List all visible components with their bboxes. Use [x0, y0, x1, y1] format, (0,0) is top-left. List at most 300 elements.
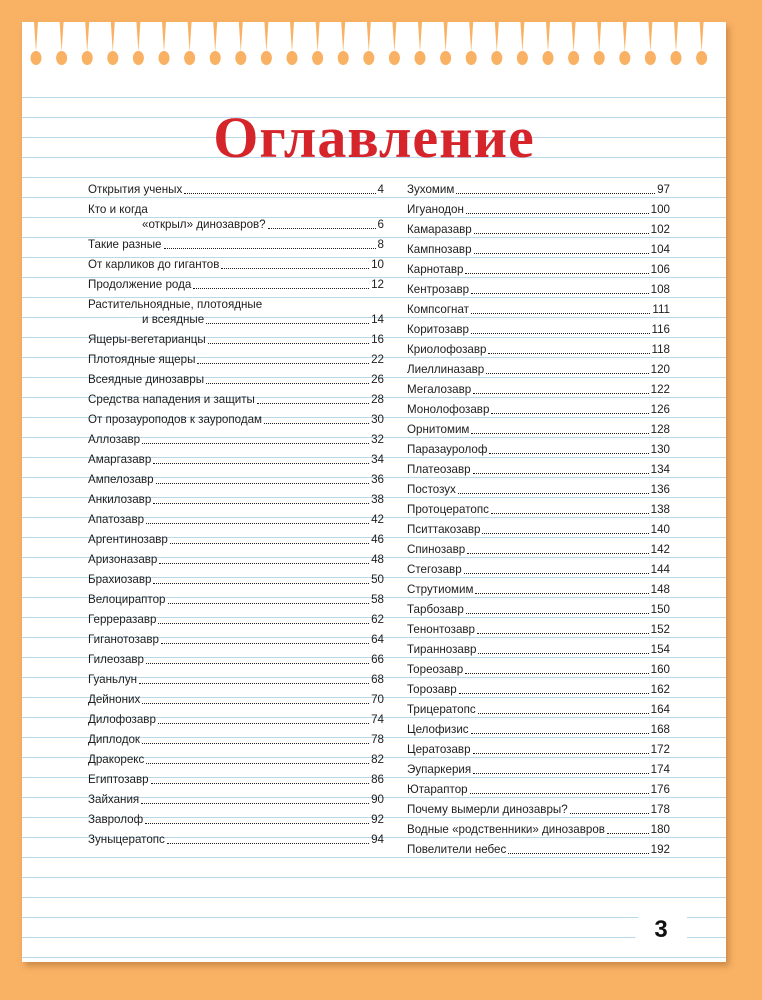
toc-entry-title: Целофизис — [407, 723, 469, 736]
toc-entry-title: Струтиомим — [407, 583, 474, 596]
toc-entry-title: Монолофозавр — [407, 403, 490, 416]
toc-entry-title: Зухомим — [407, 183, 455, 196]
paper-tear — [572, 22, 576, 52]
toc-entry-page: 128 — [650, 423, 670, 436]
toc-entry — [407, 762, 670, 777]
paper-tear — [316, 22, 320, 52]
toc-entry-title: Кто и когда — [88, 203, 148, 216]
toc-entry-page: 4 — [377, 183, 384, 196]
toc-entry-page: 168 — [650, 723, 670, 736]
binder-hole — [671, 51, 682, 65]
toc-entry-title: Протоцератопс — [407, 503, 489, 516]
toc-entry-page: 102 — [650, 223, 670, 236]
page-number: 3 — [635, 916, 687, 944]
binder-hole — [696, 51, 707, 65]
toc-entry-page: 46 — [371, 533, 384, 546]
toc-entry-title: Стегозавр — [407, 563, 462, 576]
toc-entry-page: 150 — [650, 603, 670, 616]
toc-entry-page: 8 — [377, 238, 384, 251]
paper-tear — [111, 22, 115, 52]
toc-dot-leader — [151, 783, 370, 784]
paper-tear — [469, 22, 473, 52]
toc-entry — [407, 642, 670, 657]
toc-dot-leader — [491, 413, 648, 414]
toc-entry-title: Дракорекс — [88, 753, 145, 766]
toc-entry — [407, 822, 670, 837]
paper-tear — [367, 22, 371, 52]
binder-hole — [517, 51, 528, 65]
toc-entry-page: 108 — [650, 283, 670, 296]
toc-entry-page: 48 — [371, 553, 384, 566]
binder-hole — [312, 51, 323, 65]
toc-dot-leader — [459, 693, 649, 694]
toc-entry-page: 6 — [377, 218, 384, 231]
paper-tear — [34, 22, 38, 52]
paper-tear — [700, 22, 704, 52]
toc-entry-page: 90 — [371, 793, 384, 806]
toc-entry-page: 178 — [650, 803, 670, 816]
toc-dot-leader — [145, 823, 369, 824]
toc-entry-title: Анкилозавр — [88, 493, 152, 506]
binder-holes — [22, 22, 726, 94]
toc-entry-title: Открытия ученых — [88, 183, 183, 196]
toc-dot-leader — [206, 323, 369, 324]
toc-dot-leader — [268, 228, 376, 229]
toc-entry-page: 126 — [650, 403, 670, 416]
toc-entry-page: 154 — [650, 643, 670, 656]
toc-entry-title: Эупаркерия — [407, 763, 472, 776]
toc-dot-leader — [473, 753, 649, 754]
toc-dot-leader — [473, 773, 648, 774]
paper-tear — [597, 22, 601, 52]
toc-entry — [88, 572, 384, 587]
toc-dot-leader — [156, 483, 369, 484]
binder-hole — [466, 51, 477, 65]
toc-entry — [407, 702, 670, 717]
paper-tear — [239, 22, 243, 52]
paper-tear — [623, 22, 627, 52]
toc-dot-leader — [465, 673, 648, 674]
toc-entry-page: 50 — [371, 573, 384, 586]
toc-dot-leader — [471, 293, 649, 294]
toc-entry — [88, 532, 384, 547]
binder-hole — [210, 51, 221, 65]
toc-dot-leader — [570, 813, 649, 814]
toc-entry-page: 160 — [650, 663, 670, 676]
toc-entry — [407, 282, 670, 297]
toc-entry-title: Кентрозавр — [407, 283, 470, 296]
toc-entry-title: От прозауроподов к зауроподам — [88, 413, 262, 426]
toc-dot-leader — [164, 248, 376, 249]
toc-dot-leader — [142, 443, 369, 444]
toc-entry-title: Криолофозавр — [407, 343, 487, 356]
toc-entry-title: и всеядные — [142, 313, 205, 326]
toc-entry-page: 104 — [650, 243, 670, 256]
toc-entry-page: 174 — [650, 763, 670, 776]
toc-entry-page: 78 — [371, 733, 384, 746]
toc-entry — [88, 752, 384, 767]
toc-entry-title: Платеозавр — [407, 463, 471, 476]
toc-entry-page: 38 — [371, 493, 384, 506]
toc-dot-leader — [170, 543, 369, 544]
toc-entry — [407, 722, 670, 737]
toc-dot-leader — [489, 453, 648, 454]
toc-entry — [407, 182, 670, 197]
binder-hole — [31, 51, 42, 65]
toc-entry-title: Орнитомим — [407, 423, 470, 436]
toc-entry-title: Водные «родственники» динозавров — [407, 823, 605, 836]
toc-dot-leader — [158, 723, 369, 724]
paper-tear — [444, 22, 448, 52]
binder-hole — [645, 51, 656, 65]
binder-hole — [184, 51, 195, 65]
toc-dot-leader — [264, 423, 369, 424]
toc-dot-leader — [466, 213, 649, 214]
toc-entry-title: Зуныцератопс — [88, 833, 165, 846]
toc-entry-page: 32 — [371, 433, 384, 446]
toc-entry-page: 34 — [371, 453, 384, 466]
binder-hole — [261, 51, 272, 65]
toc-entry-page: 100 — [650, 203, 670, 216]
toc-entry — [88, 772, 384, 787]
notebook-paper — [22, 22, 726, 962]
toc-entry-page: 68 — [371, 673, 384, 686]
toc-entry — [88, 217, 384, 232]
binder-hole — [56, 51, 67, 65]
paper-tear — [213, 22, 217, 52]
toc-entry-title: Египтозавр — [88, 773, 149, 786]
toc-dot-leader — [508, 853, 648, 854]
toc-dot-leader — [607, 833, 649, 834]
toc-entry-title: Пситтакозавр — [407, 523, 481, 536]
paper-tear — [520, 22, 524, 52]
toc-entry-title: Карнотавр — [407, 263, 464, 276]
toc-entry — [407, 582, 670, 597]
toc-entry-page: 58 — [371, 593, 384, 606]
toc-entry — [88, 392, 384, 407]
binder-hole — [287, 51, 298, 65]
toc-entry-page: 162 — [650, 683, 670, 696]
paper-tear — [418, 22, 422, 52]
paper-torn-top — [22, 22, 726, 94]
toc-entry — [88, 182, 384, 197]
toc-entry — [88, 492, 384, 507]
toc-dot-leader — [456, 193, 655, 194]
paper-tear — [85, 22, 89, 52]
toc-entry — [407, 522, 670, 537]
toc-entry-title: Ящеры-вегетарианцы — [88, 333, 206, 346]
toc-dot-leader — [473, 393, 648, 394]
toc-dot-leader — [193, 288, 369, 289]
toc-entry-title: Почему вымерли динозавры? — [407, 803, 568, 816]
toc-dot-leader — [141, 803, 369, 804]
toc-dot-leader — [467, 553, 648, 554]
toc-entry-title: «открыл» динозавров? — [142, 218, 266, 231]
toc-entry — [407, 362, 670, 377]
toc-dot-leader — [139, 683, 369, 684]
binder-hole — [619, 51, 630, 65]
toc-entry-page: 26 — [371, 373, 384, 386]
toc-entry-page: 14 — [371, 313, 384, 326]
paper-tear — [162, 22, 166, 52]
toc-entry-title: Компсогнат — [407, 303, 469, 316]
paper-tear — [546, 22, 550, 52]
toc-dot-leader — [488, 353, 649, 354]
toc-dot-leader — [146, 523, 369, 524]
toc-left-column — [88, 182, 384, 852]
paper-tear — [674, 22, 678, 52]
toc-entry-title: Паразауролоф — [407, 443, 488, 456]
binder-hole — [594, 51, 605, 65]
toc-entry — [407, 622, 670, 637]
toc-dot-leader — [159, 563, 369, 564]
toc-entry — [88, 332, 384, 347]
toc-entry — [407, 602, 670, 617]
toc-entry — [88, 277, 384, 292]
binder-hole — [82, 51, 93, 65]
toc-entry-page: 118 — [651, 343, 670, 356]
paper-tear — [648, 22, 652, 52]
toc-dot-leader — [471, 313, 650, 314]
paper-tear — [290, 22, 294, 52]
toc-dot-leader — [146, 663, 369, 664]
toc-entry — [88, 372, 384, 387]
toc-entry-title: Трицератопс — [407, 703, 476, 716]
binder-hole — [568, 51, 579, 65]
binder-hole — [415, 51, 426, 65]
toc-dot-leader — [465, 273, 648, 274]
toc-entry-title: Растительноядные, плотоядные — [88, 298, 263, 311]
toc-dot-leader — [146, 763, 369, 764]
binder-hole — [491, 51, 502, 65]
toc-dot-leader — [475, 593, 648, 594]
toc-entry-page: 148 — [650, 583, 670, 596]
toc-entry-page: 10 — [371, 258, 384, 271]
toc-entry — [407, 482, 670, 497]
paper-tear — [495, 22, 499, 52]
toc-dot-leader — [478, 653, 648, 654]
toc-entry-title: Аргентинозавр — [88, 533, 168, 546]
toc-entry-title: Велоцираптор — [88, 593, 166, 606]
paper-tear — [60, 22, 64, 52]
toc-entry-page: 28 — [371, 393, 384, 406]
toc-entry-page: 172 — [650, 743, 670, 756]
toc-dot-leader — [458, 493, 649, 494]
toc-entry-title: Тарбозавр — [407, 603, 464, 616]
toc-entry-page: 164 — [650, 703, 670, 716]
toc-entry — [407, 322, 670, 337]
toc-dot-leader — [257, 403, 369, 404]
paper-tear — [136, 22, 140, 52]
toc-entry-page: 144 — [650, 563, 670, 576]
toc-entry-page: 30 — [371, 413, 384, 426]
toc-dot-leader — [470, 793, 649, 794]
toc-dot-leader — [474, 253, 649, 254]
toc-entry — [88, 452, 384, 467]
toc-entry-title: Герреразавр — [88, 613, 157, 626]
toc-entry-page: 122 — [650, 383, 670, 396]
toc-entry — [407, 782, 670, 797]
toc-entry — [88, 792, 384, 807]
toc-entry-page: 106 — [650, 263, 670, 276]
toc-dot-leader — [153, 583, 369, 584]
toc-entry-page: 180 — [650, 823, 670, 836]
toc-entry-title: Гуаньлун — [88, 673, 138, 686]
toc-entry-title: Камаразавр — [407, 223, 472, 236]
toc-dot-leader — [206, 383, 369, 384]
toc-entry-title: Повелители небес — [407, 843, 507, 856]
toc-dot-leader — [168, 603, 370, 604]
binder-hole — [440, 51, 451, 65]
toc-entry-page: 136 — [650, 483, 670, 496]
toc-entry-page: 142 — [650, 543, 670, 556]
toc-entry-title: Кампнозавр — [407, 243, 472, 256]
toc-entry — [88, 632, 384, 647]
toc-dot-leader — [474, 233, 649, 234]
toc-dot-leader — [478, 713, 649, 714]
toc-entry — [407, 302, 670, 317]
toc-entry-page: 16 — [371, 333, 384, 346]
toc-entry-page: 86 — [371, 773, 384, 786]
paper-tear — [341, 22, 345, 52]
binder-hole — [133, 51, 144, 65]
toc-entry-page: 12 — [371, 278, 384, 291]
toc-entry — [88, 672, 384, 687]
toc-entry — [407, 502, 670, 517]
toc-entry-page: 70 — [371, 693, 384, 706]
toc-entry — [88, 202, 384, 217]
paper-tear — [264, 22, 268, 52]
toc-entry-title: Мегалозавр — [407, 383, 472, 396]
toc-entry — [407, 222, 670, 237]
toc-entry-title: Ютараптор — [407, 783, 468, 796]
toc-entry-page: 116 — [651, 323, 670, 336]
toc-entry-page: 120 — [650, 363, 670, 376]
toc-entry-title: Торозавр — [407, 683, 457, 696]
toc-dot-leader — [153, 463, 369, 464]
toc-entry — [407, 542, 670, 557]
toc-right-column — [407, 182, 670, 862]
toc-entry — [407, 682, 670, 697]
toc-entry-page: 74 — [371, 713, 384, 726]
toc-entry-page: 64 — [371, 633, 384, 646]
toc-entry-title: Тенонтозавр — [407, 623, 475, 636]
toc-entry-page: 66 — [371, 653, 384, 666]
toc-dot-leader — [153, 503, 369, 504]
toc-entry — [88, 512, 384, 527]
toc-entry — [407, 802, 670, 817]
toc-dot-leader — [184, 193, 375, 194]
toc-entry-title: Завролоф — [88, 813, 144, 826]
toc-entry — [407, 742, 670, 757]
toc-dot-leader — [482, 533, 648, 534]
toc-entry-page: 97 — [657, 183, 670, 196]
toc-entry — [88, 612, 384, 627]
toc-entry-title: Гилеозавр — [88, 653, 145, 666]
toc-dot-leader — [471, 433, 648, 434]
toc-entry-title: Средства нападения и защиты — [88, 393, 255, 406]
toc-entry — [407, 662, 670, 677]
toc-entry-page: 138 — [650, 503, 670, 516]
toc-entry — [88, 312, 384, 327]
toc-entry — [88, 257, 384, 272]
toc-entry — [88, 592, 384, 607]
toc-dot-leader — [167, 843, 369, 844]
binder-hole — [235, 51, 246, 65]
toc-entry-page: 92 — [371, 813, 384, 826]
toc-entry-title: Диплодок — [88, 733, 140, 746]
toc-entry — [407, 562, 670, 577]
toc-entry — [88, 832, 384, 847]
toc-entry-page: 130 — [650, 443, 670, 456]
toc-entry — [88, 432, 384, 447]
toc-entry-page: 94 — [371, 833, 384, 846]
toc-entry — [407, 382, 670, 397]
binder-hole — [107, 51, 118, 65]
toc-dot-leader — [158, 623, 369, 624]
toc-entry-title: Брахиозавр — [88, 573, 152, 586]
toc-dot-leader — [142, 703, 369, 704]
toc-entry-page: 140 — [650, 523, 670, 536]
toc-dot-leader — [491, 513, 649, 514]
toc-entry-title: Спинозавр — [407, 543, 466, 556]
binder-hole — [389, 51, 400, 65]
toc-entry-title: Дейноних — [88, 693, 141, 706]
toc-entry — [407, 422, 670, 437]
toc-entry — [88, 712, 384, 727]
toc-entry-page: 42 — [371, 513, 384, 526]
toc-entry-page: 22 — [371, 353, 384, 366]
toc-entry-title: Постозух — [407, 483, 456, 496]
binder-hole — [363, 51, 374, 65]
toc-entry-title: Дилофозавр — [88, 713, 156, 726]
binder-hole — [159, 51, 170, 65]
toc-entry — [88, 652, 384, 667]
toc-entry — [88, 692, 384, 707]
toc-entry-page: 152 — [650, 623, 670, 636]
toc-entry-title: Игуанодон — [407, 203, 464, 216]
toc-entry-title: Гиганотозавр — [88, 633, 159, 646]
toc-entry — [407, 842, 670, 857]
toc-entry — [407, 262, 670, 277]
toc-entry — [88, 297, 384, 312]
paper-tear — [188, 22, 192, 52]
toc-entry — [407, 442, 670, 457]
toc-entry-title: Коритозавр — [407, 323, 469, 336]
toc-dot-leader — [486, 373, 648, 374]
toc-entry-title: Ампелозавр — [88, 473, 154, 486]
toc-entry-page: 176 — [650, 783, 670, 796]
toc-entry — [407, 402, 670, 417]
page-title: Оглавление — [213, 105, 535, 170]
toc-entry — [407, 202, 670, 217]
toc-entry-title: Плотоядные ящеры — [88, 353, 196, 366]
toc-entry-title: Зайхания — [88, 793, 140, 806]
toc-dot-leader — [161, 643, 369, 644]
toc-entry-title: Аллозавр — [88, 433, 141, 446]
toc-entry — [88, 412, 384, 427]
toc-entry-title: Апатозавр — [88, 513, 145, 526]
toc-dot-leader — [464, 573, 649, 574]
toc-dot-leader — [471, 733, 649, 734]
toc-entry-title: Аризоназавр — [88, 553, 158, 566]
toc-entry-page: 62 — [371, 613, 384, 626]
toc-entry-title: Тираннозавр — [407, 643, 477, 656]
toc-entry — [88, 472, 384, 487]
toc-entry — [88, 552, 384, 567]
toc-entry-title: Такие разные — [88, 238, 162, 251]
toc-dot-leader — [142, 743, 369, 744]
